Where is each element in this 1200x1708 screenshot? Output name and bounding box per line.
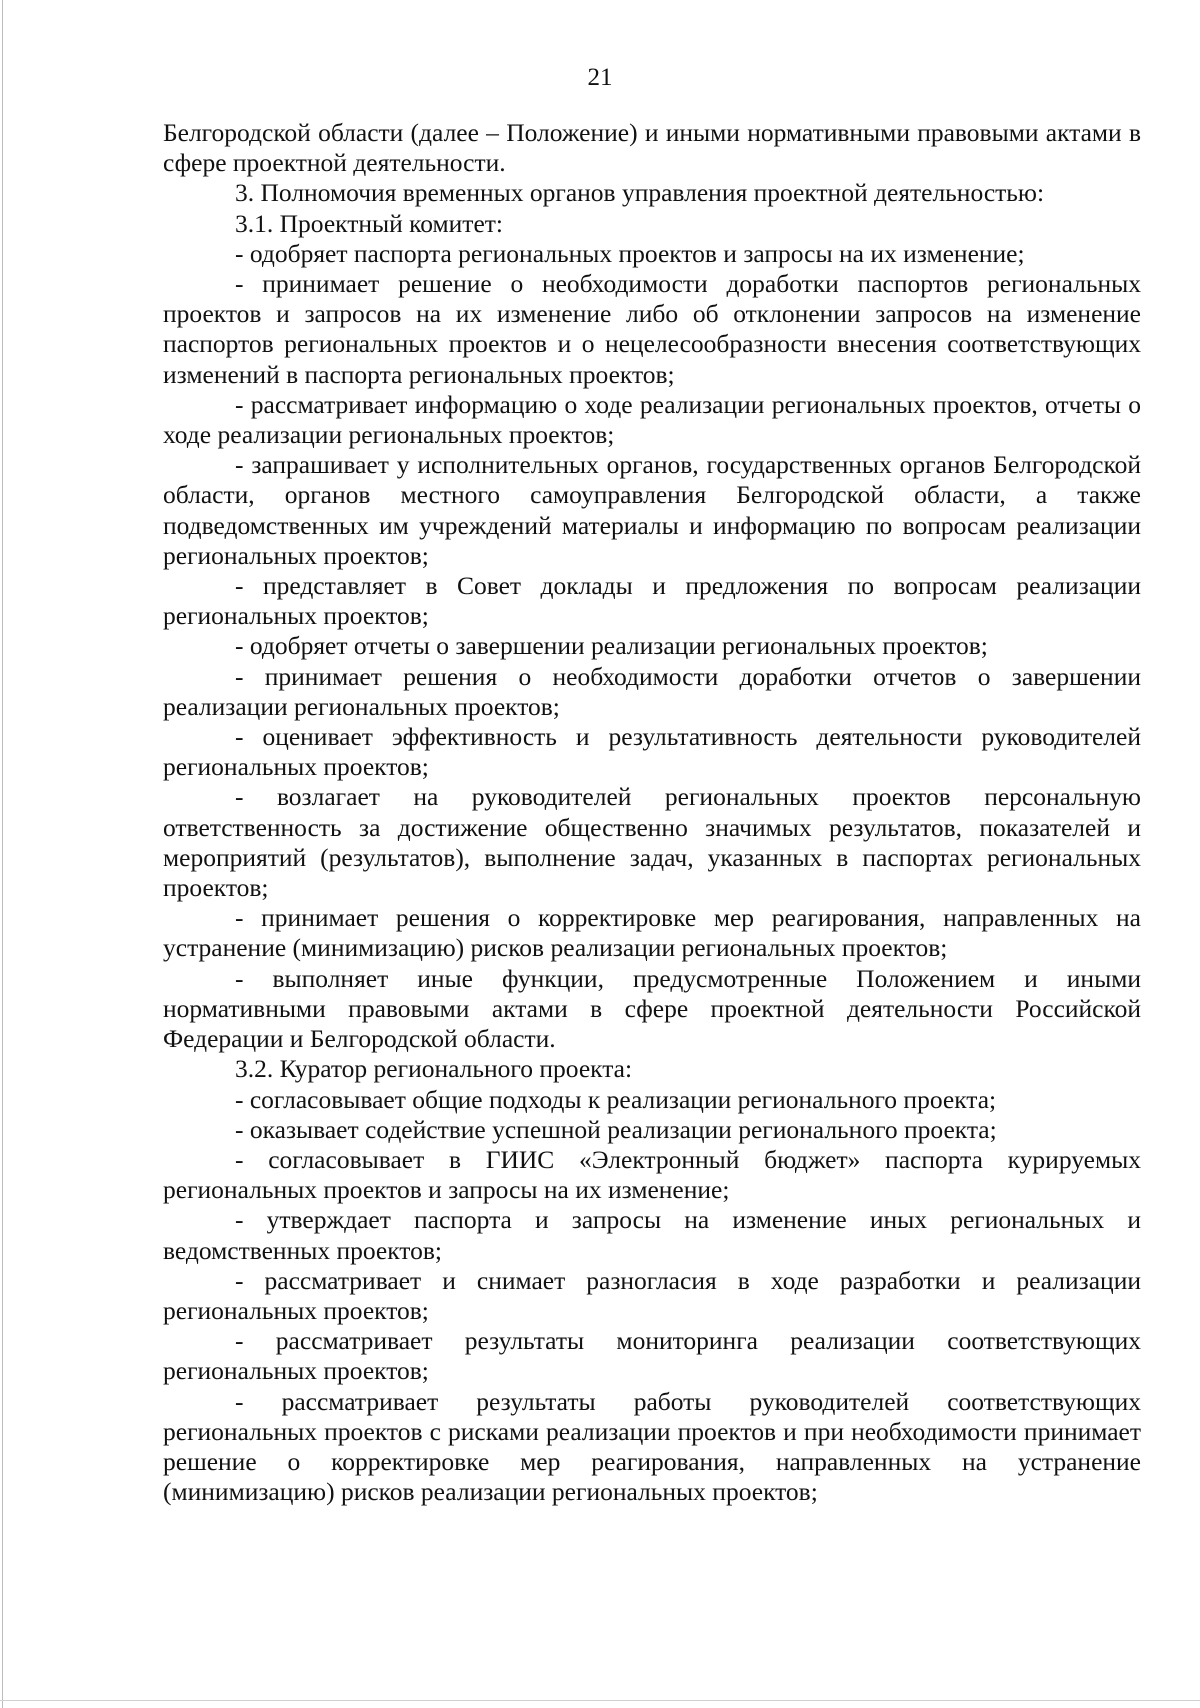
scan-edge-line <box>2 0 3 1708</box>
paragraph-section-3-1: 3.1. Проектный комитет: <box>235 208 503 238</box>
page-number: 21 <box>587 64 613 91</box>
list-item: - рассматривает и снимает разногласия в ходе разработки и реализации региональных проектов; <box>163 1265 1141 1325</box>
list-item: - оценивает эффективность и результативность деятельности руководителей региональных проектов; <box>163 722 1141 782</box>
list-item: - согласовывает общие подходы к реализации регионального проекта; <box>235 1084 997 1114</box>
list-item: - рассматривает результаты работы руководителей соответствующих региональных проектов с рисками реализации проектов и при необходимости принимает решение о корректировке мер реагирования, направленных на устранение (минимизацию) рисков реализации региональных проектов; <box>163 1386 1141 1507</box>
list-item: - принимает решения о необходимости доработки отчетов о завершении реализации региональных проектов; <box>163 661 1141 721</box>
list-item: - утверждает паспорта и запросы на изменение иных региональных и ведомственных проектов; <box>163 1205 1141 1265</box>
list-item: - одобряет паспорта региональных проектов и запросы на их изменение; <box>235 238 1025 268</box>
scan-bottom-line <box>0 1700 1200 1701</box>
paragraph-section-3-2: 3.2. Куратор регионального проекта: <box>235 1054 633 1084</box>
paragraph-continuation: Белгородской области (далее – Положение) и иными нормативными правовыми актами в сфере проектной деятельности. <box>163 118 1141 178</box>
list-item: - выполняет иные функции, предусмотренные Положением и иными нормативными правовыми актами в сфере проектной деятельности Российской Федерации и Белгородской области. <box>163 963 1141 1054</box>
paragraph-section-3: 3. Полномочия временных органов управления проектной деятельностью: <box>235 178 1045 208</box>
list-item: - запрашивает у исполнительных органов, государственных органов Белгородской области, органов местного самоуправления Белгородской области, а также подведомственных им учреждений материалы и информацию по вопросам реализации региональных проектов; <box>163 450 1141 570</box>
document-body <box>163 118 1141 1507</box>
list-item: - принимает решения о корректировке мер реагирования, направленных на устранение (минимизацию) рисков реализации региональных проектов; <box>163 903 1141 963</box>
list-item: - принимает решение о необходимости доработки паспортов региональных проектов и запросов на их изменение либо об отклонении запросов на изменение паспортов региональных проектов и о нецелесообразности внесения соответствующих изменений в паспорта региональных проектов; <box>163 269 1141 389</box>
list-item: - одобряет отчеты о завершении реализации региональных проектов; <box>235 631 988 661</box>
list-item: - возлагает на руководителей региональных проектов персональную ответственность за достижение общественно значимых результатов, показателей и мероприятий (результатов), выполнение задач, указанных в паспортах региональных проектов; <box>163 782 1141 903</box>
list-item: - согласовывает в ГИИС «Электронный бюджет» паспорта курируемых региональных проектов и запросы на их изменение; <box>163 1144 1141 1205</box>
list-item: - рассматривает информацию о ходе реализации региональных проектов, отчеты о ходе реализации региональных проектов; <box>163 389 1141 450</box>
list-item: - рассматривает результаты мониторинга реализации соответствующих региональных проектов; <box>163 1326 1141 1386</box>
list-item: - оказывает содействие успешной реализации регионального проекта; <box>235 1114 997 1144</box>
list-item: - представляет в Совет доклады и предложения по вопросам реализации региональных проектов; <box>163 571 1141 631</box>
